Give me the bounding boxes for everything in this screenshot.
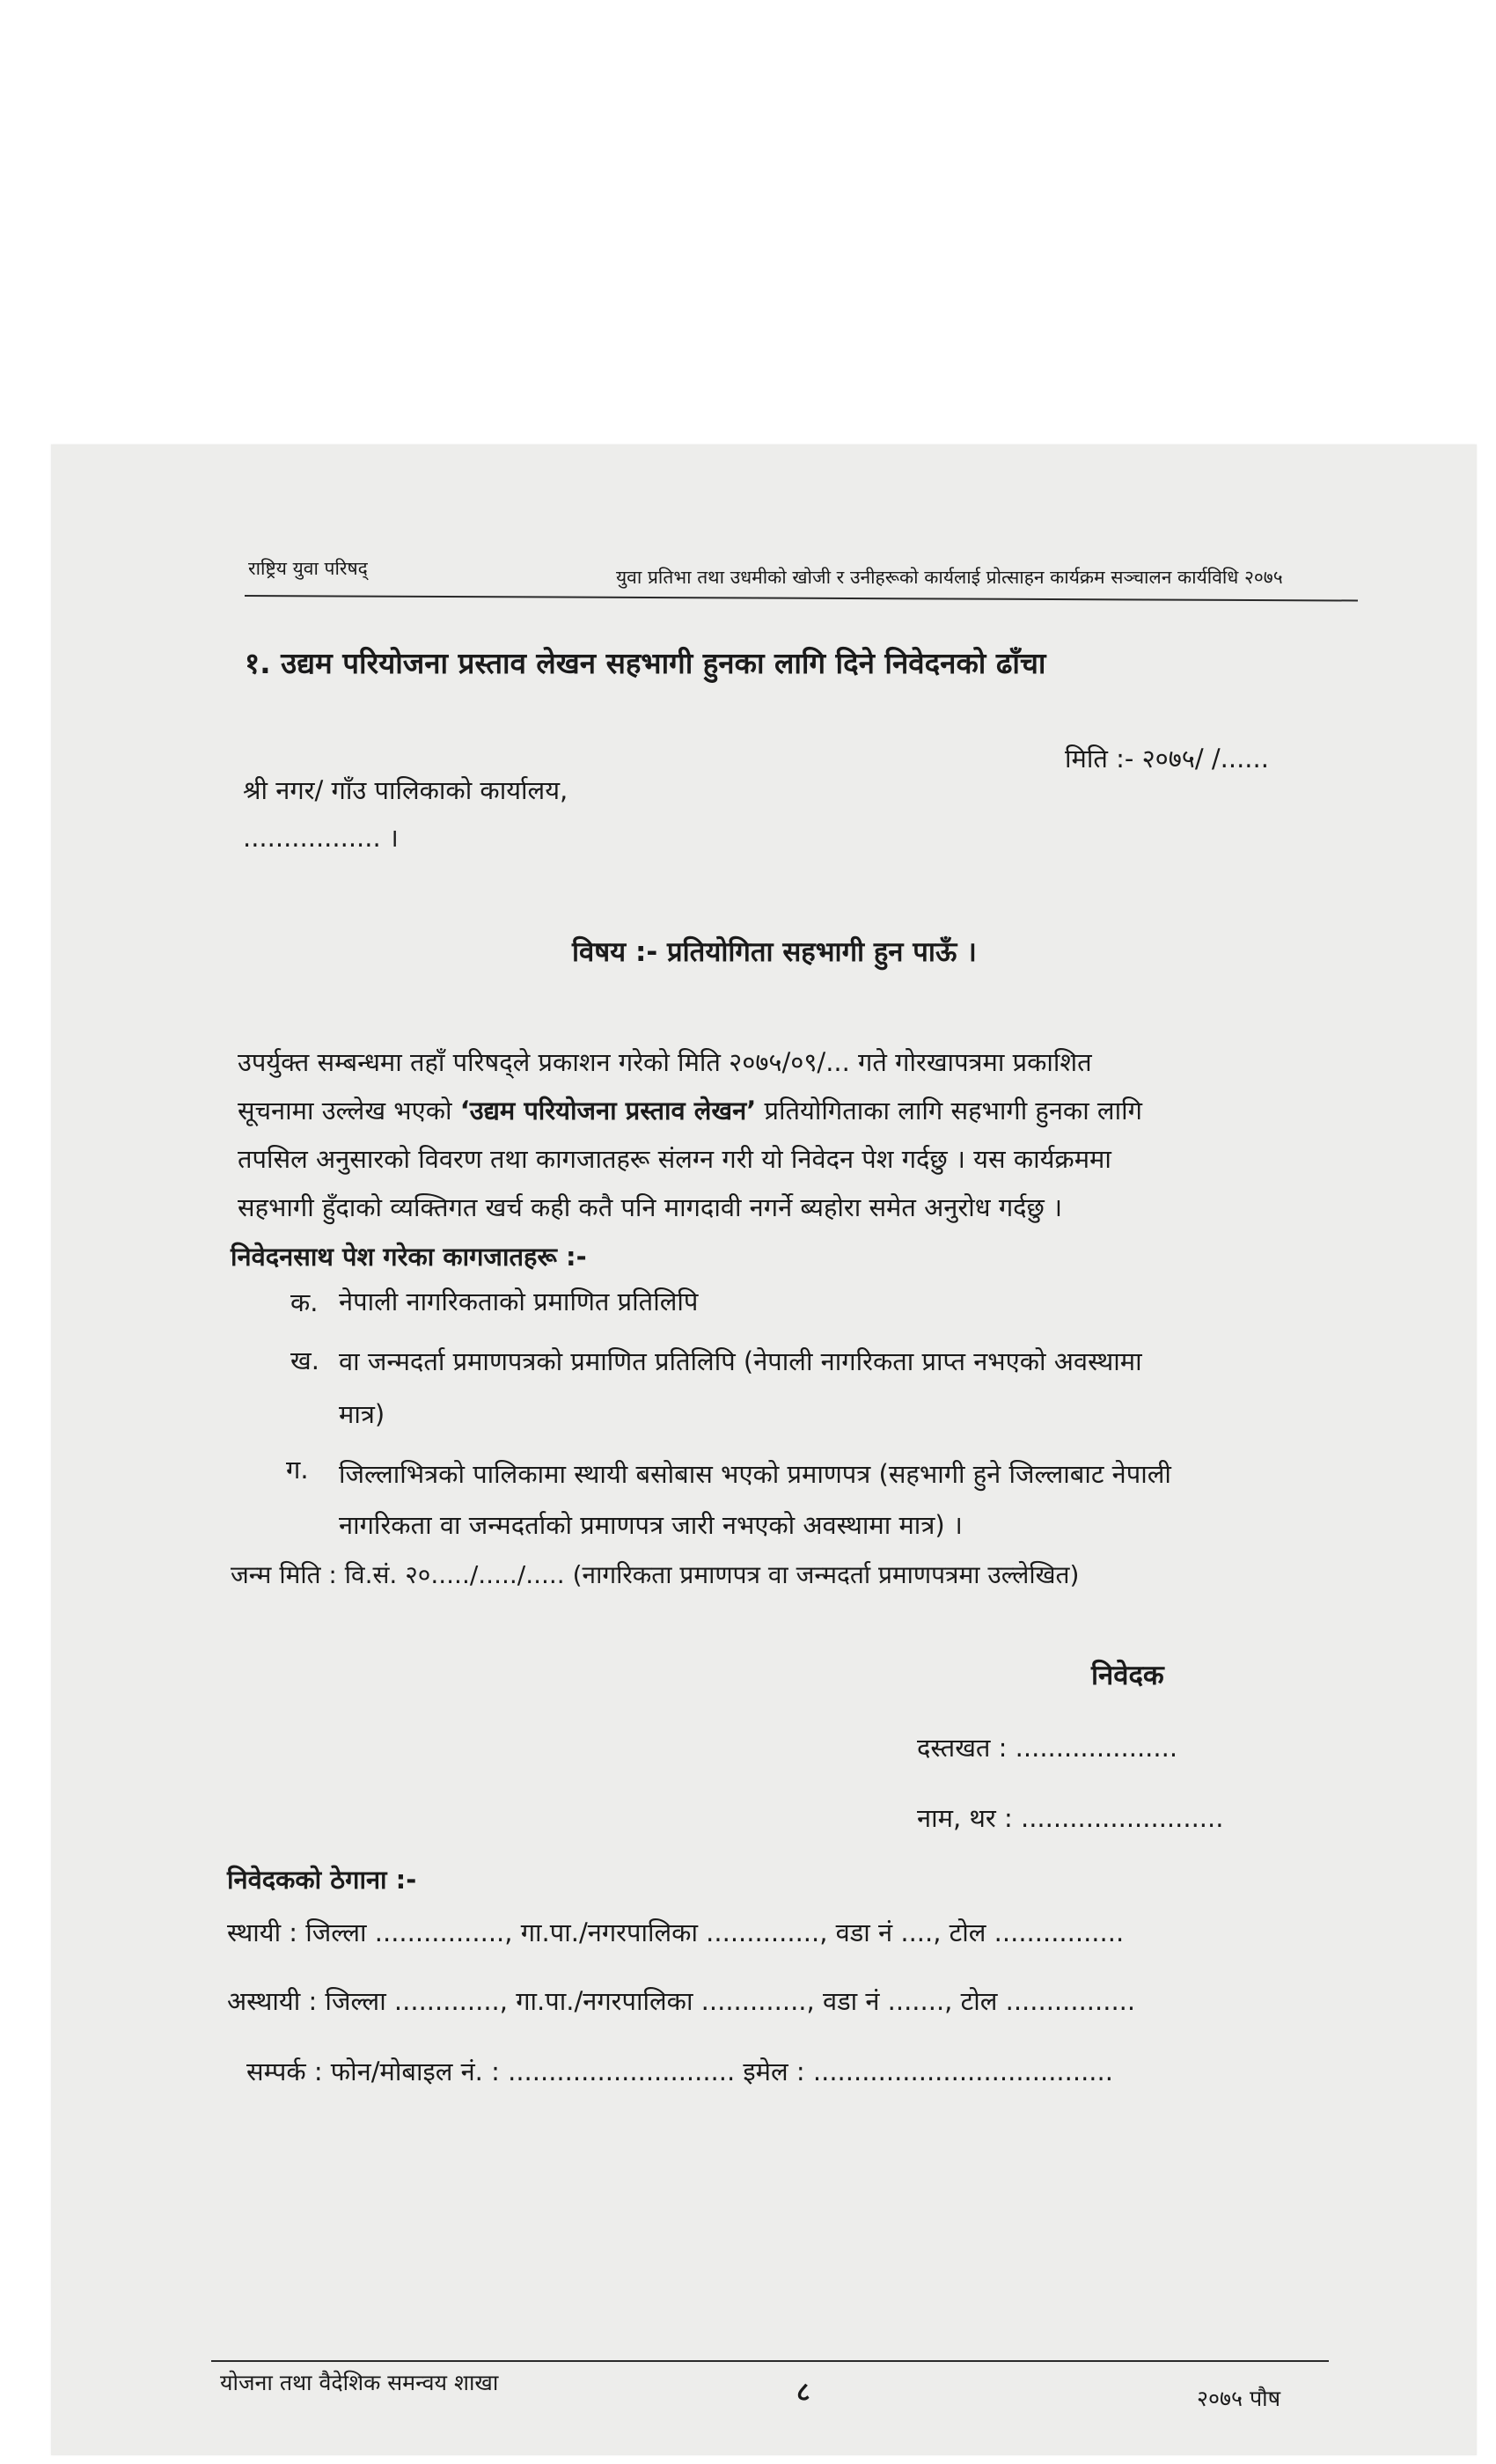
footer-rule (211, 2360, 1329, 2362)
item-ga-mark: ग. (286, 1455, 309, 1485)
contact-line: सम्पर्क : फोन/मोबाइल नं. : ............................ इमेल : ..................................... (246, 2057, 1113, 2086)
signature-line: दस्तखत : .................... (917, 1733, 1178, 1763)
item-ka-text: नेपाली नागरिकताको प्रमाणित प्रतिलिपि (339, 1287, 699, 1316)
header-right: युवा प्रतिभा तथा उधमीको खोजी र उनीहरूको कार्यलाई प्रोत्साहन कार्यक्रम सञ्चालन कार्यविधि २०७५ (616, 567, 1283, 588)
paragraph-line-2-post: प्रतियोगिताका लागि सहभागी हुनका लागि (756, 1096, 1142, 1126)
addressee-line-2: ................. । (243, 823, 399, 853)
item-kha-line-2: मात्र) (339, 1399, 385, 1429)
paragraph-line-3: तपसिल अनुसारको विवरण तथा कागजातहरू संलग्न गरी यो निवेदन पेश गर्दछु । यस कार्यक्रममा (238, 1144, 1111, 1174)
header-left: राष्ट्रिय युवा परिषद् (248, 558, 368, 579)
name-line: नाम, थर : ......................... (917, 1803, 1224, 1833)
birth-date-line: जन्म मिति : वि.सं. २०...../...../..... (नागरिकता प्रमाणपत्र वा जन्मदर्ता प्रमाणपत्रमा उल्लेखित) (231, 1560, 1080, 1589)
subject-line: विषय :- प्रतियोगिता सहभागी हुन पाऊँ । (572, 936, 977, 968)
footer-left: योजना तथा वैदेशिक समन्वय शाखा (220, 2370, 499, 2395)
form-title: १. उद्यम परियोजना प्रस्ताव लेखन सहभागी हुनका लागि दिने निवेदनको ढाँचा (245, 646, 1046, 680)
page-number: ८ (796, 2377, 810, 2408)
item-kha-mark: ख. (290, 1346, 319, 1375)
paragraph-line-4: सहभागी हुँदाको व्यक्तिगत खर्च कही कतै पनि मागदावी नगर्ने ब्यहोरा समेत अनुरोध गर्दछु । (238, 1192, 1063, 1222)
item-ga-line-2: नागरिकता वा जन्मदर्ताको प्रमाणपत्र जारी नभएको अवस्थामा मात्र) । (339, 1510, 963, 1540)
footer-right: २०७५ पौष (1197, 2386, 1281, 2411)
applicant-label: निवेदक (1091, 1660, 1164, 1691)
addressee-line-1: श्री नगर/ गाँउ पालिकाको कार्यालय, (243, 775, 568, 805)
paragraph-line-1: उपर्युक्त सम्बन्धमा तहाँ परिषद्ले प्रकाशन गरेको मिति २०७५/०९/... गते गोरखापत्रमा प्रकाशित (238, 1047, 1092, 1077)
permanent-address-line: स्थायी : जिल्ला ................, गा.पा./नगरपालिका .............., वडा नं ...., टोल ................ (227, 1918, 1125, 1947)
item-kha-line-1: वा जन्मदर्ता प्रमाणपत्रको प्रमाणित प्रतिलिपि (नेपाली नागरिकता प्राप्त नभएको अवस्थामा (339, 1346, 1142, 1376)
date-line: मिति :- २०७५/ /...... (1065, 744, 1269, 774)
address-heading: निवेदकको ठेगाना :- (227, 1865, 417, 1895)
item-ka-mark: क. (290, 1287, 319, 1317)
paragraph-line-2 (238, 1087, 1348, 1135)
item-ga-line-1: जिल्लाभित्रको पालिकामा स्थायी बसोबास भएको प्रमाणपत्र (सहभागी हुने जिल्लाबाट नेपाली (339, 1459, 1171, 1489)
temporary-address-line: अस्थायी : जिल्ला ............., गा.पा./नगरपालिका ............., वडा नं ......., टोल ................ (227, 1986, 1136, 2016)
body-paragraph (238, 1038, 1348, 1232)
paragraph-line-2-pre: सूचनामा उल्लेख भएको (238, 1096, 460, 1126)
documents-heading: निवेदनसाथ पेश गरेका कागजातहरू :- (231, 1242, 587, 1272)
competition-name: ‘उद्यम परियोजना प्रस्ताव लेखन’ (459, 1096, 757, 1126)
